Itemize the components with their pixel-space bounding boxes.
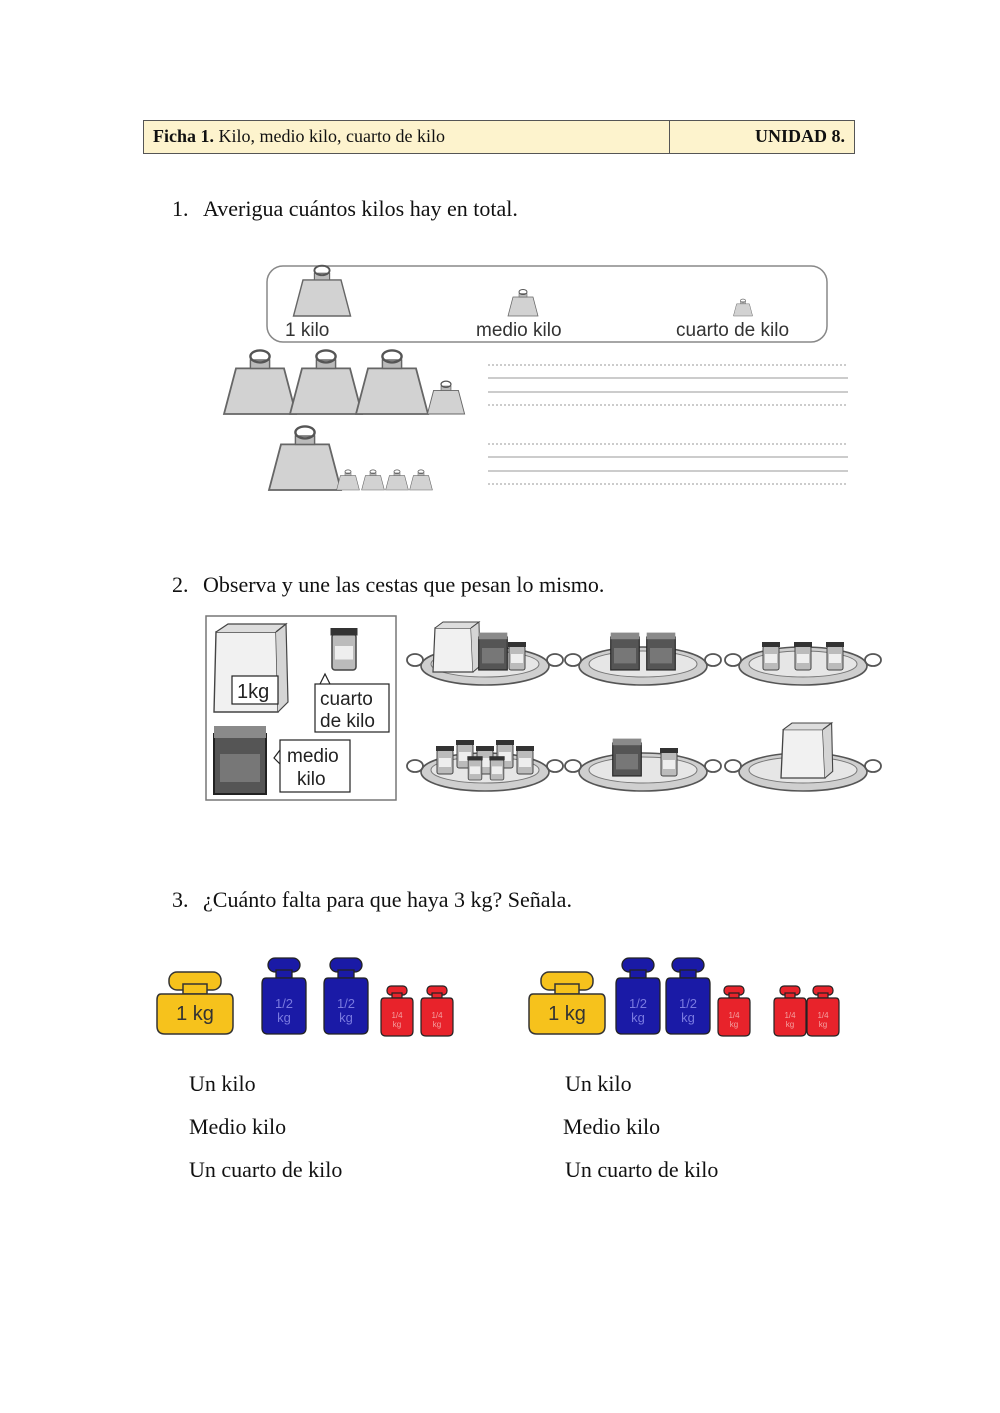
jar-icon (331, 628, 358, 670)
legend-1-kilo: 1 kilo (285, 320, 330, 341)
question-1-number: 1. (172, 196, 189, 221)
svg-text:1/2: 1/2 (336, 996, 356, 1011)
half-label-line2: kilo (297, 769, 326, 790)
svg-text:1/2: 1/2 (274, 996, 294, 1011)
weight-1kg-icon (290, 350, 362, 414)
option-left-medio-kilo[interactable]: Medio kilo (189, 1114, 287, 1139)
weight-1kg-icon (224, 350, 296, 414)
jar-label-line1: cuarto (320, 689, 373, 710)
basket-4 (407, 740, 563, 791)
weight-quarter-kilo-icon (337, 470, 360, 490)
weights-group-right (529, 958, 839, 1036)
option-left-un-kilo[interactable]: Un kilo (189, 1071, 256, 1096)
weights-group-left (157, 958, 453, 1036)
weight-half-kilo-icon (427, 381, 464, 414)
header-ficha-title: Kilo, medio kilo, cuarto de kilo (218, 126, 445, 146)
weight-1kg-icon (157, 972, 233, 1034)
answer-lines-1 (488, 365, 848, 405)
question-2-figure (200, 612, 890, 808)
half-kilo-bag-icon (214, 726, 266, 794)
svg-text:1/4: 1/4 (784, 1011, 796, 1020)
svg-text:kg: kg (392, 1020, 402, 1029)
weight-1kg-icon (356, 350, 428, 414)
svg-text:kg: kg (785, 1020, 795, 1029)
weight-1kg-icon (269, 426, 341, 490)
legend-medio-kilo: medio kilo (476, 320, 562, 341)
svg-text:kg: kg (339, 1010, 353, 1025)
svg-text:kg: kg (432, 1020, 442, 1029)
question-3-text: ¿Cuánto falta para que haya 3 kg? Señala. (203, 887, 572, 912)
weight-quarter-kilo-icon (410, 470, 433, 490)
question-3-number: 3. (172, 887, 189, 912)
svg-text:kg: kg (631, 1010, 645, 1025)
option-right-medio-kilo[interactable]: Medio kilo (563, 1114, 661, 1139)
basket-1 (407, 622, 563, 685)
option-left-cuarto-kilo[interactable]: Un cuarto de kilo (189, 1157, 343, 1182)
legend-cuarto-kilo: cuarto de kilo (676, 320, 790, 341)
weight-half-icon (666, 958, 710, 1034)
question-2-number: 2. (172, 572, 189, 597)
question-1-text: Averigua cuántos kilos hay en total. (203, 196, 518, 221)
basket-3 (725, 642, 881, 685)
svg-text:kg: kg (277, 1010, 291, 1025)
weight-half-icon (324, 958, 368, 1034)
option-right-un-kilo[interactable]: Un kilo (565, 1071, 632, 1096)
weight-quarter-icon (774, 986, 806, 1036)
weight-quarter-icon (381, 986, 413, 1036)
header-unit: UNIDAD 8. (755, 126, 845, 146)
svg-text:kg: kg (681, 1010, 695, 1025)
basket-6 (725, 723, 881, 791)
weight-half-icon (616, 958, 660, 1034)
bag-1kg-label: 1kg (237, 681, 270, 703)
weight-quarter-icon (421, 986, 453, 1036)
half-label-line1: medio (287, 746, 339, 767)
worksheet-header (143, 120, 855, 154)
jar-label-line2: de kilo (320, 711, 375, 732)
weights-row-2 (269, 426, 432, 490)
basket-5 (565, 739, 721, 791)
svg-text:1/2: 1/2 (628, 996, 648, 1011)
weight-quarter-icon (718, 986, 750, 1036)
svg-text:1/4: 1/4 (431, 1011, 443, 1020)
svg-text:1 kg: 1 kg (548, 1003, 586, 1025)
svg-text:1/4: 1/4 (391, 1011, 403, 1020)
svg-text:1/4: 1/4 (817, 1011, 829, 1020)
weight-quarter-kilo-icon (386, 470, 409, 490)
option-right-cuarto-kilo[interactable]: Un cuarto de kilo (565, 1157, 719, 1182)
weights-row-1 (224, 350, 465, 414)
header-ficha: Ficha 1. (153, 126, 214, 146)
weight-quarter-kilo-icon (362, 470, 385, 490)
question-1-figure (220, 262, 860, 502)
question-3 (172, 887, 572, 913)
basket-2 (565, 633, 721, 685)
header-title (144, 121, 670, 153)
weight-1kg-label: 1 kg (176, 1003, 214, 1025)
svg-text:kg: kg (818, 1020, 828, 1029)
weight-half-icon (262, 958, 306, 1034)
weight-1kg-icon (529, 972, 605, 1034)
question-3-figure (150, 938, 850, 1043)
question-2-text: Observa y une las cestas que pesan lo mismo. (203, 572, 605, 597)
answer-lines-2 (488, 444, 848, 484)
question-2 (172, 572, 604, 598)
svg-text:1/4: 1/4 (728, 1011, 740, 1020)
svg-text:kg: kg (729, 1020, 739, 1029)
svg-text:1/2: 1/2 (678, 996, 698, 1011)
question-1 (172, 196, 518, 222)
weight-quarter-icon (807, 986, 839, 1036)
